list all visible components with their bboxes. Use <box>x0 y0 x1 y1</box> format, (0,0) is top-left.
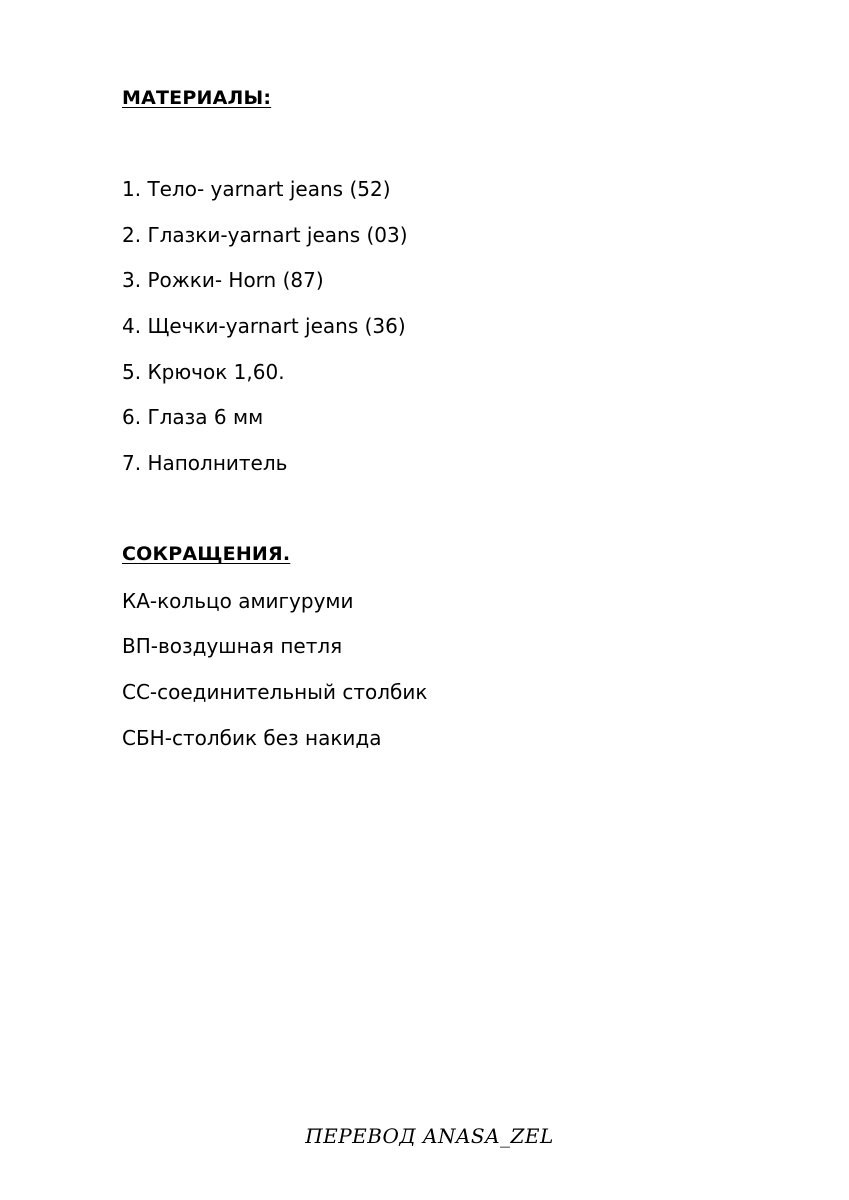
abbreviation-item: ВП-воздушная петля <box>122 634 343 658</box>
materials-item: 1. Тело- yarnart jeans (52) <box>122 177 391 201</box>
materials-item: 7. Наполнитель <box>122 451 288 475</box>
translator-credit: ПЕРЕВОД ANASA_ZEL <box>305 1124 554 1148</box>
abbreviation-item: СБН-столбик без накида <box>122 726 382 750</box>
abbreviation-item: КА-кольцо амигуруми <box>122 589 354 613</box>
materials-heading: МАТЕРИАЛЫ: <box>122 87 272 109</box>
materials-item: 6. Глаза 6 мм <box>122 405 264 429</box>
abbreviations-heading: СОКРАЩЕНИЯ. <box>122 543 291 565</box>
materials-item: 5. Крючок 1,60. <box>122 360 285 384</box>
materials-item: 3. Рожки- Horn (87) <box>122 268 324 292</box>
abbreviation-item: СС-соединительный столбик <box>122 680 428 704</box>
materials-item: 4. Щечки-yarnart jeans (36) <box>122 314 406 338</box>
materials-item: 2. Глазки-yarnart jeans (03) <box>122 223 408 247</box>
